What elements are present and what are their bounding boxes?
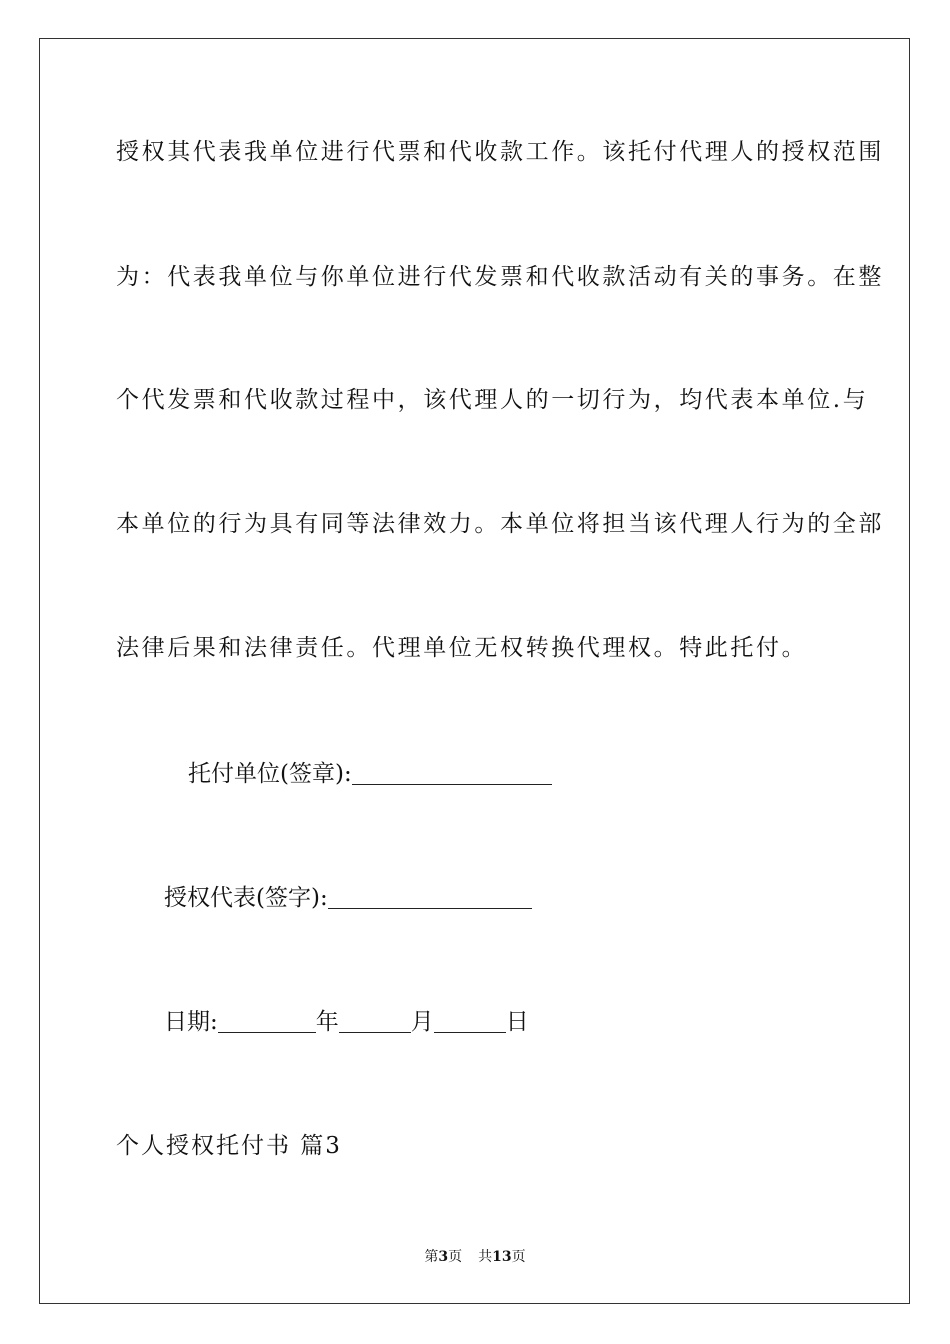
date-label: 日期:	[164, 1009, 218, 1035]
paragraph-line-5: 法律后果和法律责任。代理单位无权转换代理权。特此托付。	[116, 635, 808, 661]
footer-page-prefix: 第	[424, 1249, 439, 1265]
year-label: 年	[315, 1009, 339, 1035]
month-label: 月	[410, 1009, 434, 1035]
authorized-rep-signature-row	[164, 883, 532, 913]
authorized-rep-label: 授权代表(签字):	[164, 885, 328, 911]
paragraph-line-4: 本单位的行为具有同等法律效力。本单位将担当该代理人行为的全部	[116, 511, 884, 537]
month-blank[interactable]	[339, 1010, 411, 1033]
paragraph-line-1: 授权其代表我单位进行代票和代收款工作。该托付代理人的授权范围	[116, 139, 884, 165]
section-heading: 个人授权托付书 篇3	[116, 1133, 342, 1159]
date-row	[164, 1007, 529, 1037]
entrust-unit-label: 托付单位(签章):	[188, 761, 352, 787]
footer-page-suffix: 页	[448, 1249, 463, 1265]
page-border	[39, 38, 910, 1304]
footer-page-number: 3	[438, 1249, 449, 1265]
paragraph-line-2: 为：代表我单位与你单位进行代发票和代收款活动有关的事务。在整	[116, 264, 884, 290]
page-footer	[0, 1247, 950, 1267]
paragraph-line-3: 个代发票和代收款过程中，该代理人的一切行为，均代表本单位.与	[116, 387, 869, 413]
authorized-rep-signature-blank[interactable]	[328, 886, 532, 909]
day-blank[interactable]	[434, 1010, 506, 1033]
footer-total-suffix: 页	[511, 1249, 526, 1265]
footer-total-pages: 13	[492, 1249, 512, 1265]
day-label: 日	[505, 1009, 529, 1035]
entrust-unit-signature-blank[interactable]	[352, 762, 552, 785]
year-blank[interactable]	[218, 1010, 316, 1033]
entrust-unit-signature-row	[188, 759, 552, 789]
footer-total-prefix: 共	[478, 1249, 493, 1265]
